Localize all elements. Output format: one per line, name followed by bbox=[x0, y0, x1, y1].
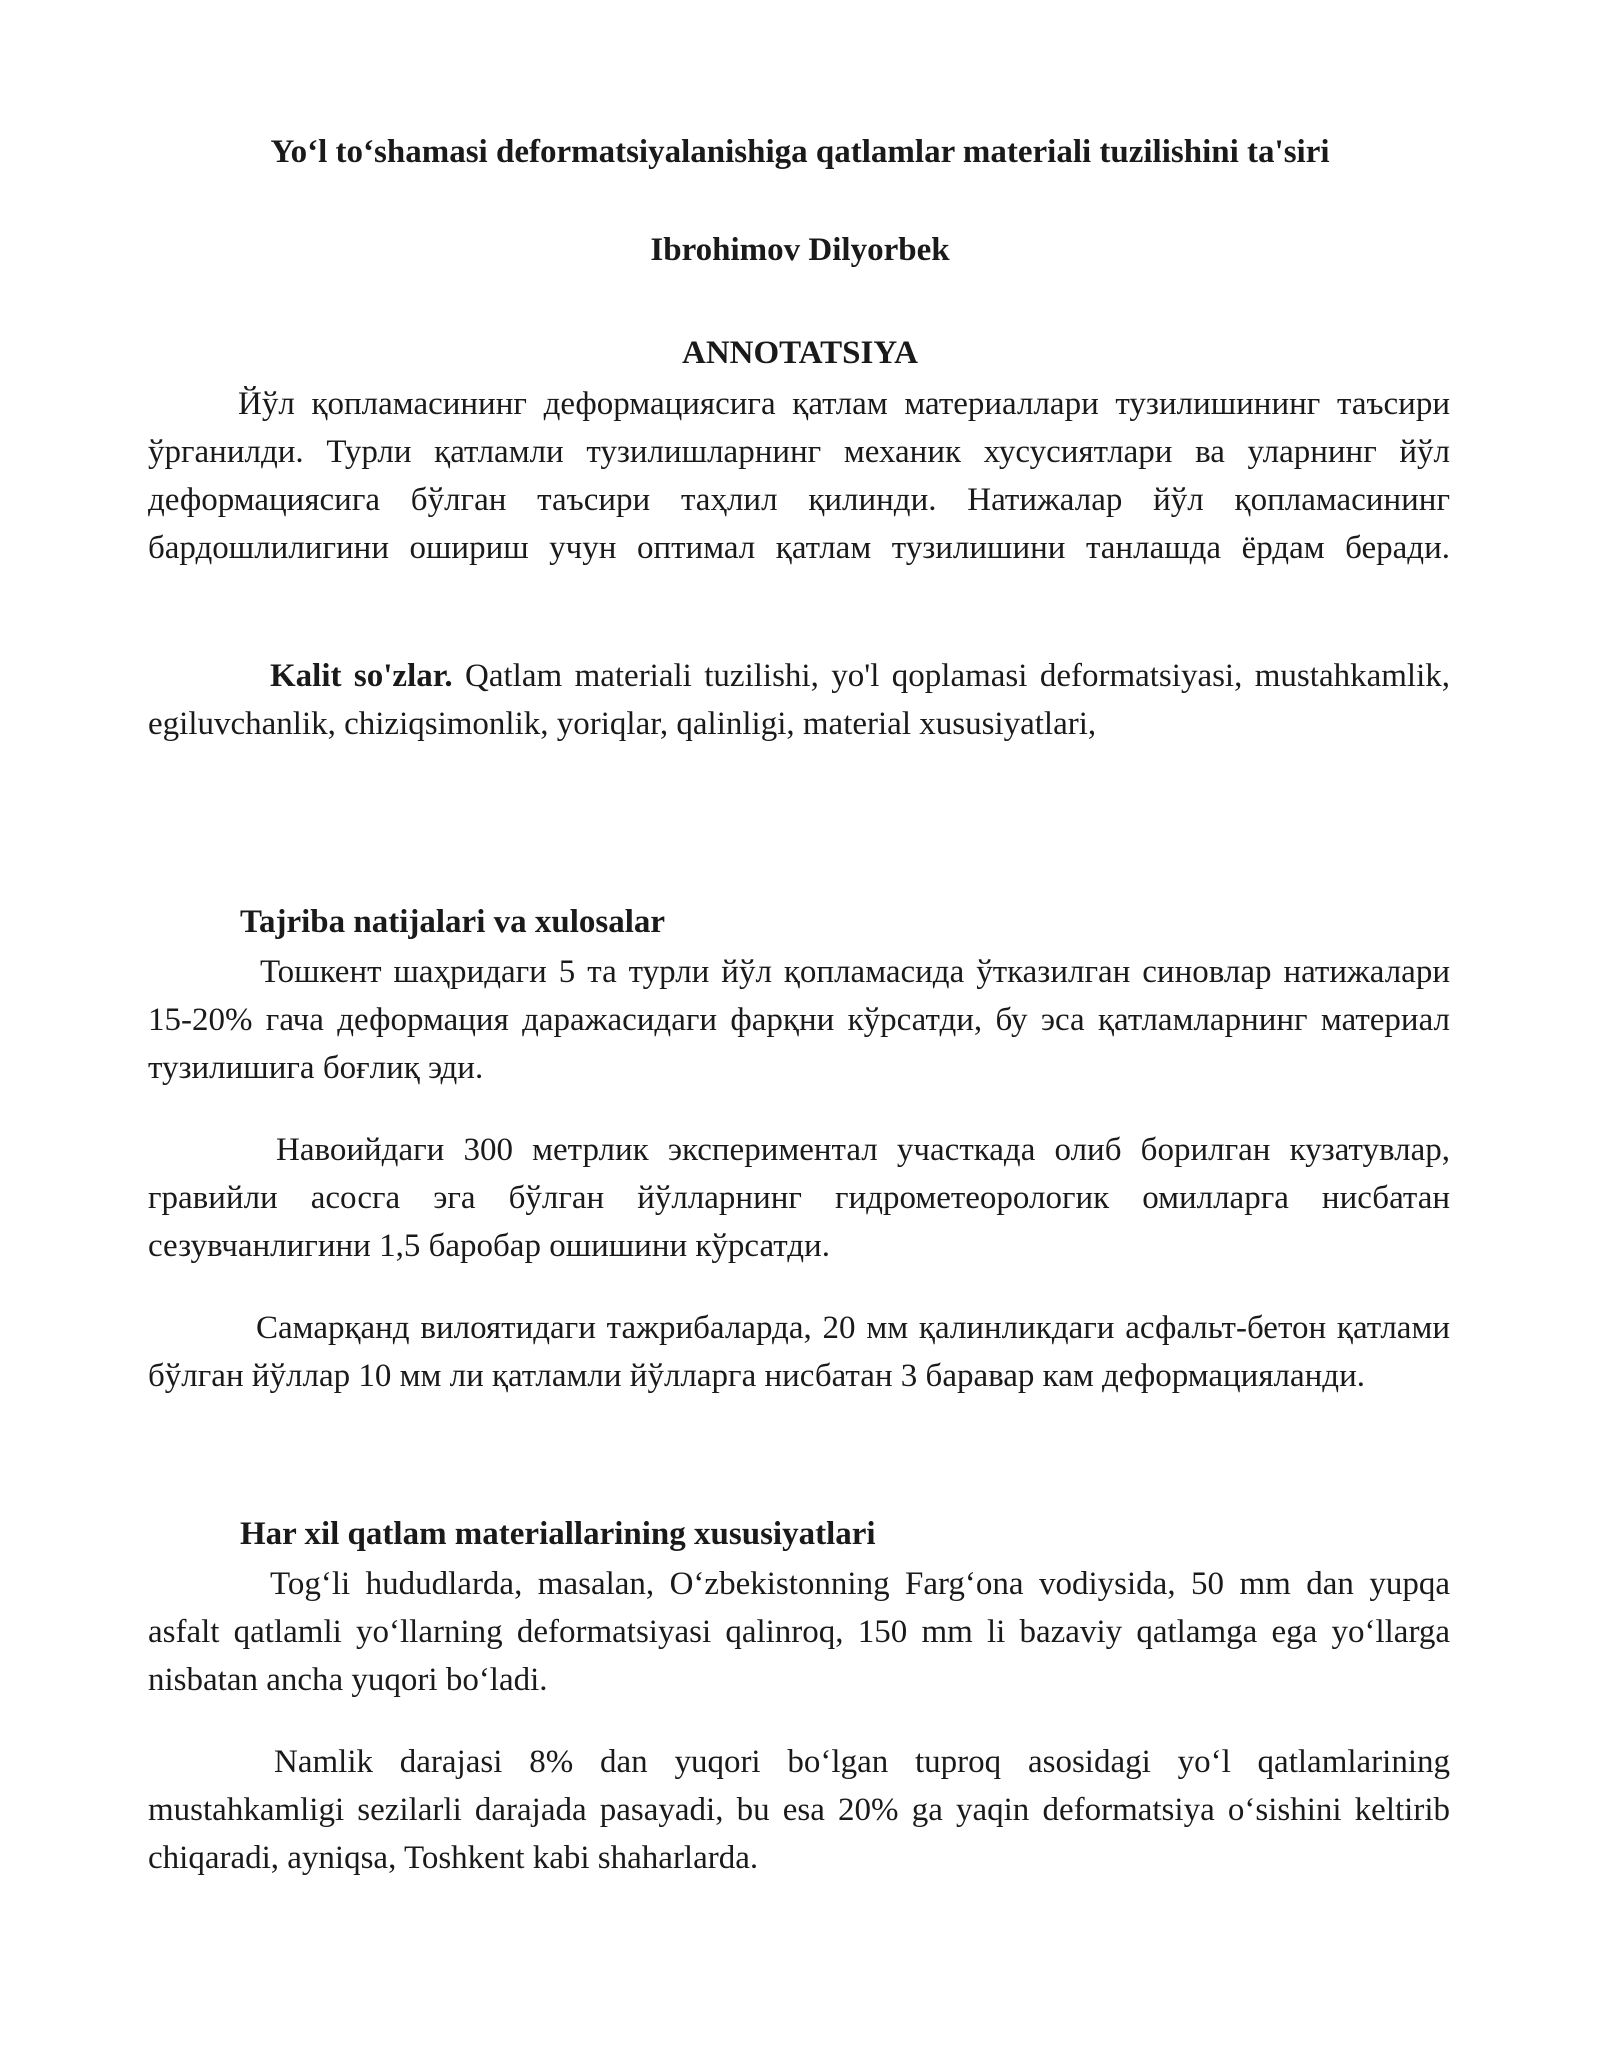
materials-paragraph-2: Namlik darajasi 8% dan yuqori bo‘lgan tuproq asosidagi yo‘l qatlamlarining mustahkamligi sezilarli darajada pasayadi, bu esa 20% ga yaqin deformatsiya o‘sishini keltirib chiqaradi, ayniqsa, Toshkent kabi shaharlarda. bbox=[148, 1744, 1450, 1876]
section-heading-results: Tajriba natijalari va xulosalar bbox=[240, 904, 666, 940]
keywords-paragraph bbox=[148, 652, 1450, 748]
results-paragraph-2: Навоийдаги 300 метрлик экспериментал участкада олиб борилган кузатувлар, гравийли асосга эга бўлган йўлларнинг гидрометеорологик омилларга нисбатан сезувчанлигини 1,5 баробар ошишини кўрсатди. bbox=[148, 1132, 1450, 1264]
annotation-block bbox=[148, 380, 1450, 572]
results-paragraph-3-block bbox=[148, 1304, 1450, 1400]
results-paragraph-2-block bbox=[148, 1126, 1450, 1270]
annotation-heading: ANNOTATSIYA bbox=[682, 335, 918, 371]
author-name: Ibrohimov Dilyorbek bbox=[650, 232, 950, 268]
keywords-text: Qatlam materiali tuzilishi, yo'l qoplamasi deformatsiyasi, mustahkamlik, egiluvchanlik, chiziqsimonlik, yoriqlar, qalinligi, material xususiyatlari, bbox=[148, 658, 1450, 742]
results-paragraph-3: Самарқанд вилоятидаги тажрибаларда, 20 мм қалинликдаги асфальт-бетон қатлами бўлган йўллар 10 мм ли қатламли йўлларга нисбатан 3 баравар кам деформацияланди. bbox=[148, 1310, 1450, 1394]
keywords-block bbox=[148, 652, 1450, 748]
materials-paragraph-2-block bbox=[148, 1738, 1450, 1882]
document-title: Yo‘l to‘shamasi deformatsiyalanishiga qatlamlar materiali tuzilishini ta'siri bbox=[270, 134, 1330, 170]
results-paragraph-1-block bbox=[148, 948, 1450, 1092]
results-paragraph-1: Тошкент шаҳридаги 5 та турли йўл қопламасида ўтказилган синовлар натижалари 15-20% гача деформация даражасидаги фарқни кўрсатди, бу эса қатламларнинг материал тузилишига боғлиқ эди. bbox=[148, 954, 1450, 1086]
annotation-paragraph: Йўл қопламасининг деформациясига қатлам материаллари тузилишининг таъсири ўрганилди. Турли қатламли тузилишларнинг механик хусусиятлари ва уларнинг йўл деформациясига бўлган таъсири таҳлил қилинди. Натижалар йўл қопламасининг бардошлилигини ошириш учун оптимал қатлам тузилишини танлашда ёрдам беради. bbox=[148, 386, 1450, 566]
materials-paragraph-1-block bbox=[148, 1560, 1450, 1704]
section-heading-materials: Har xil qatlam materiallarining xususiyatlari bbox=[240, 1516, 876, 1552]
materials-paragraph-1: Tog‘li hududlarda, masalan, O‘zbekistonning Farg‘ona vodiysida, 50 mm dan yupqa asfalt qatlamli yo‘llarning deformatsiyasi qalinroq, 150 mm li bazaviy qatlamga ega yo‘llarga nisbatan ancha yuqori bo‘ladi. bbox=[148, 1566, 1450, 1698]
keywords-label: Kalit so'zlar. bbox=[270, 658, 453, 694]
